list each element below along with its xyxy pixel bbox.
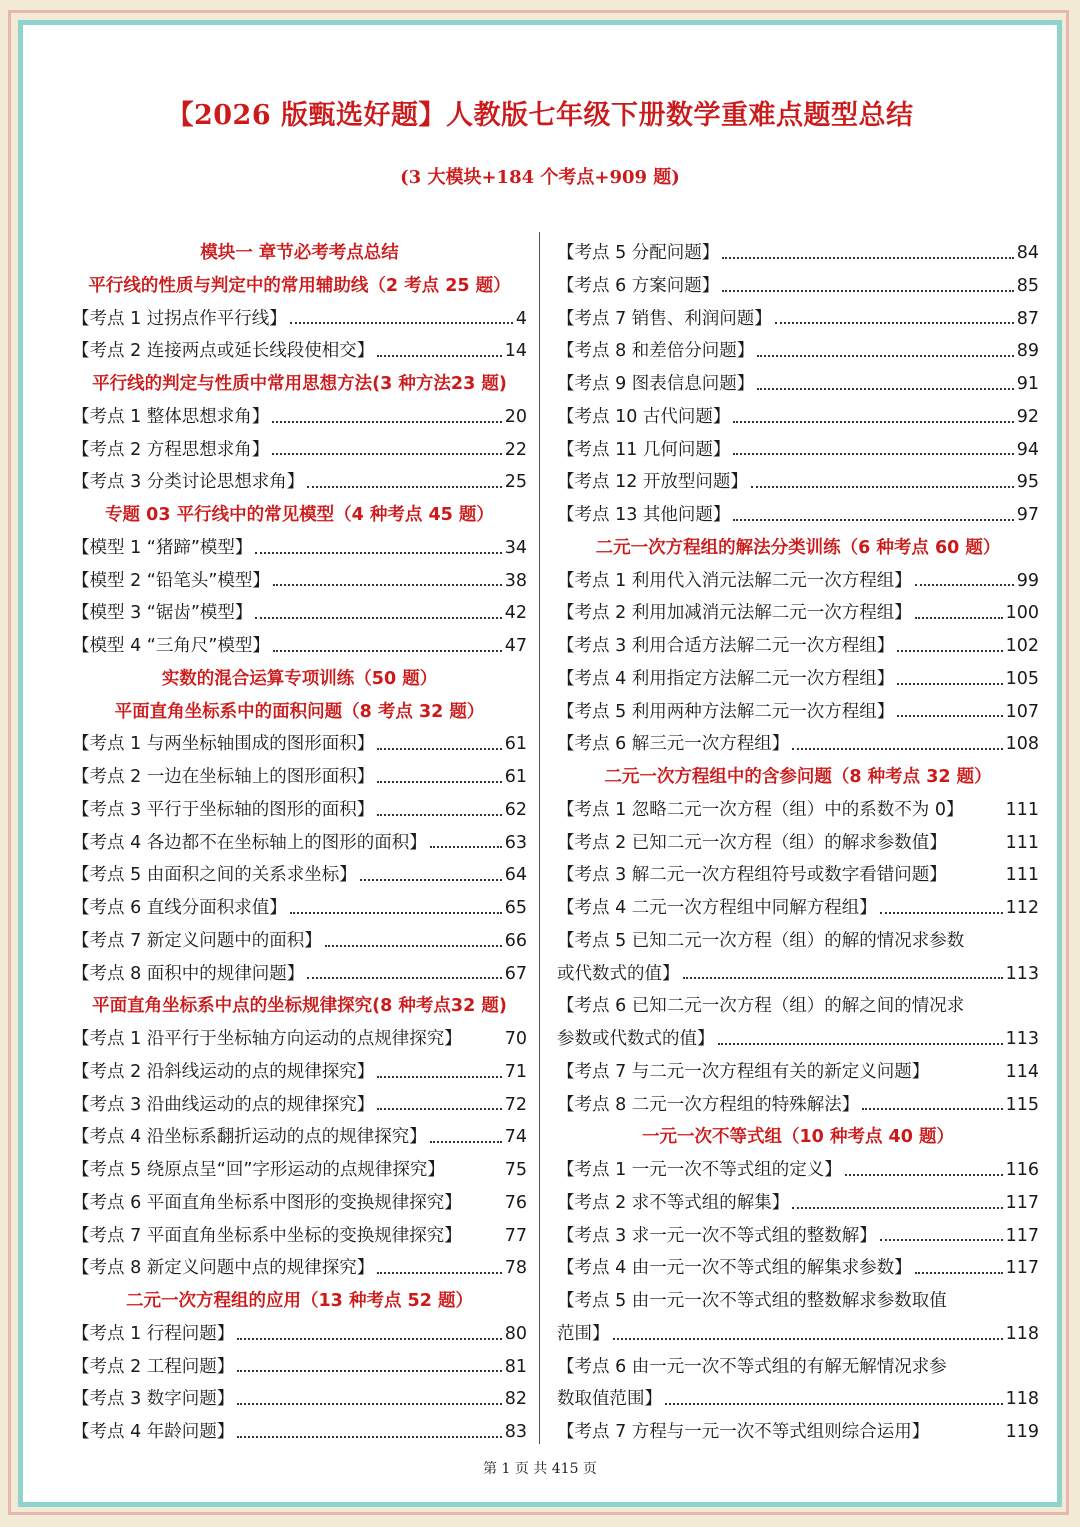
toc-entry-label: 【模型 4 “三角尺”模型】	[72, 636, 270, 656]
toc-entry-label: 【考点 1 行程问题】	[72, 1323, 235, 1344]
toc-page-number: 70	[504, 1029, 527, 1049]
section-heading: 平面直角坐标系中点的坐标规律探究(8 种考点32 题)	[92, 996, 507, 1017]
toc-page-number: 100	[1005, 603, 1039, 624]
section-heading: 平行线的性质与判定中的常用辅助线（2 考点 25 题）	[88, 275, 511, 296]
toc-page-number: 111	[1005, 799, 1039, 820]
section-heading: 平行线的判定与性质中常用思想方法(3 种方法23 题)	[92, 374, 507, 394]
toc-page-number: 102	[1005, 636, 1039, 656]
toc-page-number: 111	[1005, 865, 1039, 886]
toc-entry[interactable]	[557, 434, 1039, 467]
toc-page-number: 25	[504, 472, 527, 493]
toc-entry-label: 【考点 2 求不等式组的解集】	[557, 1192, 790, 1213]
section-heading: 平面直角坐标系中的面积问题（8 考点 32 题）	[114, 701, 485, 722]
toc-page-number: 85	[1016, 275, 1039, 296]
dot-leader	[683, 976, 1003, 979]
toc-entry-label: 【考点 2 已知二元一次方程（组）的解求参数值】	[557, 832, 947, 853]
toc-page-number: 75	[504, 1160, 527, 1180]
toc-entry-label: 【考点 5 由面积之间的关系求坐标】	[72, 865, 357, 886]
dot-leader	[464, 1235, 503, 1236]
toc-entry-label: 【考点 8 二元一次方程组的特殊解法】	[557, 1094, 860, 1115]
toc-page-number: 38	[504, 570, 527, 591]
section-heading: 专题 03 平行线中的常见模型（4 种考点 45 题）	[105, 505, 494, 525]
toc-entry-label: 范围】	[557, 1323, 610, 1344]
toc-entry-label: 【考点 8 新定义问题中点的规律探究】	[72, 1258, 375, 1279]
toc-entry-label: 【考点 6 方案问题】	[557, 275, 720, 296]
toc-entry[interactable]	[72, 1416, 527, 1449]
toc-page-number: 78	[504, 1258, 527, 1279]
dot-leader	[718, 1042, 1003, 1045]
toc-entry-label: 参数或代数式的值】	[557, 1029, 715, 1049]
dot-leader	[447, 1170, 503, 1171]
toc-entry-label: 【考点 4 沿坐标系翻折运动的点的规律探究】	[72, 1127, 427, 1148]
toc-page-number: 47	[504, 636, 527, 656]
toc-entry[interactable]	[557, 1056, 1039, 1089]
toc-page-number: 91	[1016, 374, 1039, 394]
dot-leader	[290, 911, 502, 914]
toc-entry[interactable]	[72, 630, 527, 663]
toc-page-number: 107	[1005, 701, 1039, 722]
dot-leader	[862, 1107, 1002, 1110]
dot-leader	[377, 354, 501, 357]
toc-page-number: 42	[504, 603, 527, 624]
dot-leader	[915, 616, 1003, 619]
toc-entry[interactable]	[557, 1220, 1039, 1253]
toc-left-column	[72, 237, 527, 1449]
toc-entry-label: 【考点 3 沿曲线运动的点的规律探究】	[72, 1094, 375, 1115]
toc-page-number: 80	[504, 1323, 527, 1344]
dot-leader	[915, 583, 1014, 586]
dot-leader	[965, 810, 1003, 811]
toc-entry-label: 【考点 6 由一元一次不等式组的有解无解情况求参	[557, 1356, 947, 1377]
toc-entry[interactable]	[557, 597, 1039, 630]
dot-leader	[272, 420, 501, 423]
toc-entry[interactable]	[557, 237, 1039, 270]
toc-entry-label: 【考点 6 解三元一次方程组】	[557, 734, 790, 755]
toc-entry-line	[557, 1351, 1039, 1384]
toc-entry-label: 【考点 3 数字问题】	[72, 1389, 235, 1410]
dot-leader	[377, 1271, 501, 1274]
toc-entry-label: 【考点 3 解二元一次方程组符号或数字看错问题】	[557, 865, 947, 886]
toc-page-number: 14	[504, 341, 527, 362]
dot-leader	[733, 420, 1013, 423]
toc-entry-label: 【考点 6 平面直角坐标系中图形的变换规律探究】	[72, 1192, 462, 1213]
dot-leader	[273, 583, 502, 586]
toc-page-number: 4	[515, 308, 527, 329]
toc-entry-label: 【考点 1 一元一次不等式组的定义】	[557, 1160, 842, 1180]
toc-entry-label: 【考点 4 由一元一次不等式组的解集求参数】	[557, 1258, 912, 1279]
toc-entry-label: 【考点 10 古代问题】	[557, 406, 731, 427]
toc-page-number: 115	[1005, 1094, 1039, 1115]
toc-entry-label: 【考点 8 和差倍分问题】	[557, 341, 755, 362]
toc-entry-label: 【考点 5 已知二元一次方程（组）的解的情况求参数	[557, 930, 965, 951]
dot-leader	[949, 842, 1004, 843]
toc-entry-label: 【考点 7 销售、利润问题】	[557, 308, 772, 329]
toc-entry-label: 【考点 1 整体思想求角】	[72, 406, 270, 427]
dot-leader	[255, 551, 501, 554]
toc-entry[interactable]	[557, 696, 1039, 729]
toc-entry[interactable]	[72, 532, 527, 565]
dot-leader	[880, 1238, 1003, 1241]
toc-entry[interactable]	[72, 303, 527, 336]
toc-entry-label: 【考点 11 几何问题】	[557, 439, 731, 460]
toc-page-number: 117	[1005, 1192, 1039, 1213]
toc-entry-label: 【考点 12 开放型问题】	[557, 472, 748, 493]
dot-leader	[237, 1435, 501, 1438]
toc-entry[interactable]	[557, 630, 1039, 663]
section-heading: 模块一 章节必考考点总结	[200, 243, 399, 263]
toc-entry-label: 【考点 7 与二元一次方程组有关的新定义问题】	[557, 1061, 930, 1082]
dot-leader	[325, 944, 502, 947]
dot-leader	[897, 682, 1002, 685]
toc-entry-label: 【考点 7 新定义问题中的面积】	[72, 930, 322, 951]
dot-leader	[751, 485, 1014, 488]
toc-entry[interactable]	[72, 1318, 527, 1351]
toc-page-number: 77	[504, 1225, 527, 1246]
dot-leader	[897, 714, 1002, 717]
toc-page-number: 64	[504, 865, 527, 886]
toc-entry[interactable]	[72, 728, 527, 761]
page-footer: 第 1 页 共 415 页	[483, 1461, 597, 1477]
toc-entry[interactable]	[557, 270, 1039, 303]
toc-page-number: 119	[1005, 1422, 1039, 1442]
toc-entry-label: 【考点 4 各边都不在坐标轴上的图形的面积】	[72, 832, 427, 853]
toc-entry[interactable]	[72, 827, 527, 860]
toc-page-number: 61	[504, 734, 527, 755]
toc-entry-line	[557, 925, 1039, 958]
toc-entry[interactable]	[557, 335, 1039, 368]
dot-leader	[430, 1140, 502, 1143]
dot-leader	[307, 485, 501, 488]
toc-entry-label: 【考点 7 方程与一元一次不等式组则综合运用】	[557, 1422, 930, 1442]
toc-entry[interactable]	[557, 565, 1039, 598]
dot-leader	[757, 387, 1013, 390]
document-title: 【2026 版甄选好题】人教版七年级下册数学重难点题型总结	[166, 100, 914, 131]
toc-entry[interactable]	[72, 859, 527, 892]
toc-entry[interactable]	[72, 892, 527, 925]
toc-entry[interactable]	[72, 958, 527, 991]
dot-leader	[377, 1075, 501, 1078]
toc-entry[interactable]	[557, 1154, 1039, 1187]
toc-page-number: 34	[504, 537, 527, 558]
dot-leader	[733, 518, 1013, 521]
toc-page-number: 117	[1005, 1225, 1039, 1246]
toc-entry-label: 【考点 2 利用加减消元法解二元一次方程组】	[557, 603, 912, 624]
dot-leader	[377, 747, 501, 750]
toc-page-number: 71	[504, 1061, 527, 1082]
toc-page-number: 117	[1005, 1258, 1039, 1279]
dot-leader	[377, 780, 501, 783]
dot-leader	[897, 649, 1002, 652]
toc-entry[interactable]	[72, 466, 527, 499]
toc-entry[interactable]	[72, 1351, 527, 1384]
dot-leader	[430, 845, 502, 848]
toc-entry[interactable]	[72, 1023, 527, 1056]
toc-entry-label: 【考点 2 一边在坐标轴上的图形面积】	[72, 767, 375, 787]
dot-leader	[880, 911, 1003, 914]
dot-leader	[377, 1107, 501, 1110]
toc-entry[interactable]	[557, 401, 1039, 434]
toc-entry-label: 【考点 7 平面直角坐标系中坐标的变换规律探究】	[72, 1225, 462, 1246]
toc-entry[interactable]	[557, 827, 1039, 860]
toc-page-number: 76	[504, 1192, 527, 1213]
toc-page-number: 83	[504, 1422, 527, 1442]
toc-entry[interactable]	[72, 434, 527, 467]
toc-entry-line	[557, 1285, 1039, 1318]
toc-entry-label: 【考点 5 由一元一次不等式组的整数解求参数取值	[557, 1291, 947, 1311]
toc-page-number: 74	[504, 1127, 527, 1148]
toc-entry[interactable]	[72, 794, 527, 827]
toc-page-number: 20	[504, 406, 527, 427]
toc-entry[interactable]	[557, 1187, 1039, 1220]
dot-leader	[733, 452, 1013, 455]
toc-page-number: 72	[504, 1094, 527, 1115]
toc-entry[interactable]	[72, 1383, 527, 1416]
toc-entry-label: 【考点 4 二元一次方程组中同解方程组】	[557, 898, 877, 918]
toc-entry[interactable]	[557, 368, 1039, 401]
dot-leader	[792, 1206, 1002, 1209]
toc-page-number: 63	[504, 832, 527, 853]
toc-entry[interactable]	[557, 466, 1039, 499]
toc-entry-label: 【考点 5 利用两种方法解二元一次方程组】	[557, 701, 895, 722]
toc-entry-label: 【考点 2 工程问题】	[72, 1356, 235, 1377]
toc-page-number: 112	[1005, 898, 1039, 918]
toc-entry[interactable]	[72, 1154, 527, 1187]
toc-entry[interactable]	[72, 1121, 527, 1154]
toc-entry-label: 【模型 2 “铅笔头”模型】	[72, 570, 270, 591]
toc-entry[interactable]	[557, 1318, 1039, 1351]
toc-entry-label: 【考点 2 连接两点或延长线段使相交】	[72, 341, 375, 362]
toc-entry[interactable]	[72, 1187, 527, 1220]
dot-leader	[360, 878, 502, 881]
toc-page-number: 97	[1016, 505, 1039, 525]
section-heading: 一元一次不等式组（10 种考点 40 题）	[642, 1127, 954, 1148]
dot-leader	[377, 813, 501, 816]
toc-entry[interactable]	[72, 925, 527, 958]
toc-entry-label: 【考点 5 绕原点呈“回”字形运动的点规律探究】	[72, 1160, 445, 1180]
toc-page-number: 111	[1005, 832, 1039, 853]
toc-page-number: 81	[504, 1356, 527, 1377]
dot-leader	[845, 1173, 1003, 1176]
toc-entry[interactable]	[72, 761, 527, 794]
toc-page-number: 118	[1005, 1323, 1039, 1344]
dot-leader	[722, 256, 1013, 259]
toc-entry-line	[557, 990, 1039, 1023]
dot-leader	[290, 321, 513, 324]
toc-page-number: 118	[1005, 1389, 1039, 1410]
dot-leader	[273, 649, 502, 652]
toc-page-number: 92	[1016, 406, 1039, 427]
dot-leader	[237, 1337, 501, 1340]
dot-leader	[307, 976, 501, 979]
toc-entry[interactable]	[72, 1089, 527, 1122]
toc-page-number: 66	[504, 930, 527, 951]
toc-entry-label: 【考点 4 年龄问题】	[72, 1422, 235, 1442]
toc-entry-label: 【考点 6 已知二元一次方程（组）的解之间的情况求	[557, 996, 965, 1017]
dot-leader	[931, 1072, 1003, 1073]
toc-entry[interactable]	[72, 1252, 527, 1285]
dot-leader	[792, 747, 1002, 750]
toc-entry[interactable]	[557, 794, 1039, 827]
toc-entry-label: 【考点 2 沿斜线运动的点的规律探究】	[72, 1061, 375, 1082]
toc-entry-label: 【考点 2 方程思想求角】	[72, 439, 270, 460]
column-divider	[539, 232, 540, 1444]
dot-leader	[775, 321, 1014, 324]
toc-page-number: 22	[504, 439, 527, 460]
toc-entry-label: 【考点 8 面积中的规律问题】	[72, 963, 305, 984]
dot-leader	[237, 1402, 501, 1405]
toc-entry-label: 【考点 9 图表信息问题】	[557, 374, 755, 394]
document-subtitle: (3 大模块+184 个考点+909 题)	[400, 167, 680, 188]
toc-entry-label: 【模型 1 “猪蹄”模型】	[72, 537, 253, 558]
toc-entry[interactable]	[72, 597, 527, 630]
section-heading: 二元一次方程组中的含参问题（8 种考点 32 题）	[604, 767, 992, 787]
toc-entry[interactable]	[72, 565, 527, 598]
toc-entry-label: 【考点 3 分类讨论思想求角】	[72, 472, 305, 493]
toc-entry-label: 【考点 3 平行于坐标轴的图形的面积】	[72, 799, 375, 820]
toc-entry[interactable]	[557, 499, 1039, 532]
toc-entry[interactable]	[557, 892, 1039, 925]
toc-entry[interactable]	[557, 728, 1039, 761]
toc-entry-label: 【考点 5 分配问题】	[557, 243, 720, 263]
dot-leader	[722, 289, 1013, 292]
toc-entry-label: 【考点 4 利用指定方法解二元一次方程组】	[557, 668, 895, 689]
dot-leader	[949, 875, 1004, 876]
toc-page-number: 94	[1016, 439, 1039, 460]
toc-entry[interactable]	[72, 335, 527, 368]
toc-entry[interactable]	[72, 1220, 527, 1253]
toc-entry-label: 【考点 13 其他问题】	[557, 505, 731, 525]
toc-entry[interactable]	[557, 1252, 1039, 1285]
toc-page-number: 61	[504, 767, 527, 787]
toc-entry[interactable]	[72, 1056, 527, 1089]
toc-entry[interactable]	[557, 663, 1039, 696]
dot-leader	[931, 1432, 1003, 1433]
toc-page-number: 105	[1005, 668, 1039, 689]
toc-page-number: 87	[1016, 308, 1039, 329]
toc-entry[interactable]	[557, 859, 1039, 892]
section-heading: 实数的混合运算专项训练（50 题）	[161, 668, 438, 689]
dot-leader	[272, 452, 501, 455]
toc-page-number: 108	[1005, 734, 1039, 755]
toc-page-number: 89	[1016, 341, 1039, 362]
toc-page-number: 62	[504, 799, 527, 820]
toc-entry[interactable]	[557, 1023, 1039, 1056]
toc-page-number: 113	[1005, 1029, 1039, 1049]
toc-right-column	[557, 237, 1039, 1449]
toc-entry[interactable]	[557, 303, 1039, 336]
toc-entry[interactable]	[557, 1416, 1039, 1449]
toc-page-number: 65	[504, 898, 527, 918]
dot-leader	[237, 1369, 501, 1372]
toc-entry-label: 【模型 3 “锯齿”模型】	[72, 603, 253, 624]
toc-entry-label: 【考点 3 求一元一次不等式组的整数解】	[557, 1225, 877, 1246]
dot-leader	[464, 1203, 503, 1204]
toc-entry[interactable]	[557, 1089, 1039, 1122]
toc-entry[interactable]	[557, 958, 1039, 991]
section-heading: 二元一次方程组的应用（13 种考点 52 题）	[126, 1291, 473, 1311]
toc-page-number: 116	[1005, 1160, 1039, 1180]
toc-entry-label: 【考点 1 忽略二元一次方程（组）中的系数不为 0】	[557, 799, 964, 820]
toc-entry[interactable]	[72, 401, 527, 434]
toc-entry[interactable]	[557, 1383, 1039, 1416]
dot-leader	[757, 354, 1013, 357]
toc-entry-label: 【考点 1 与两坐标轴围成的图形面积】	[72, 734, 375, 755]
dot-leader	[464, 1039, 503, 1040]
toc-page-number: 95	[1016, 472, 1039, 493]
toc-entry-label: 【考点 3 利用合适方法解二元一次方程组】	[557, 636, 895, 656]
toc-page-number: 113	[1005, 963, 1039, 984]
toc-entry-label: 【考点 1 利用代入消元法解二元一次方程组】	[557, 570, 912, 591]
toc-entry-label: 【考点 1 沿平行于坐标轴方向运动的点规律探究】	[72, 1029, 462, 1049]
dot-leader	[255, 616, 501, 619]
toc-page-number: 84	[1016, 243, 1039, 263]
dot-leader	[613, 1337, 1003, 1340]
toc-entry-label: 【考点 1 过拐点作平行线】	[72, 308, 287, 329]
toc-entry-label: 【考点 6 直线分面积求值】	[72, 898, 287, 918]
dot-leader	[915, 1271, 1003, 1274]
section-heading: 二元一次方程组的解法分类训练（6 种考点 60 题）	[595, 537, 1001, 558]
toc-page-number: 99	[1016, 570, 1039, 591]
toc-page-number: 67	[504, 963, 527, 984]
toc-page-number: 114	[1005, 1061, 1039, 1082]
dot-leader	[665, 1402, 1003, 1405]
toc-entry-label: 数取值范围】	[557, 1389, 662, 1410]
toc-entry-label: 或代数式的值】	[557, 963, 680, 984]
toc-page-number: 82	[504, 1389, 527, 1410]
